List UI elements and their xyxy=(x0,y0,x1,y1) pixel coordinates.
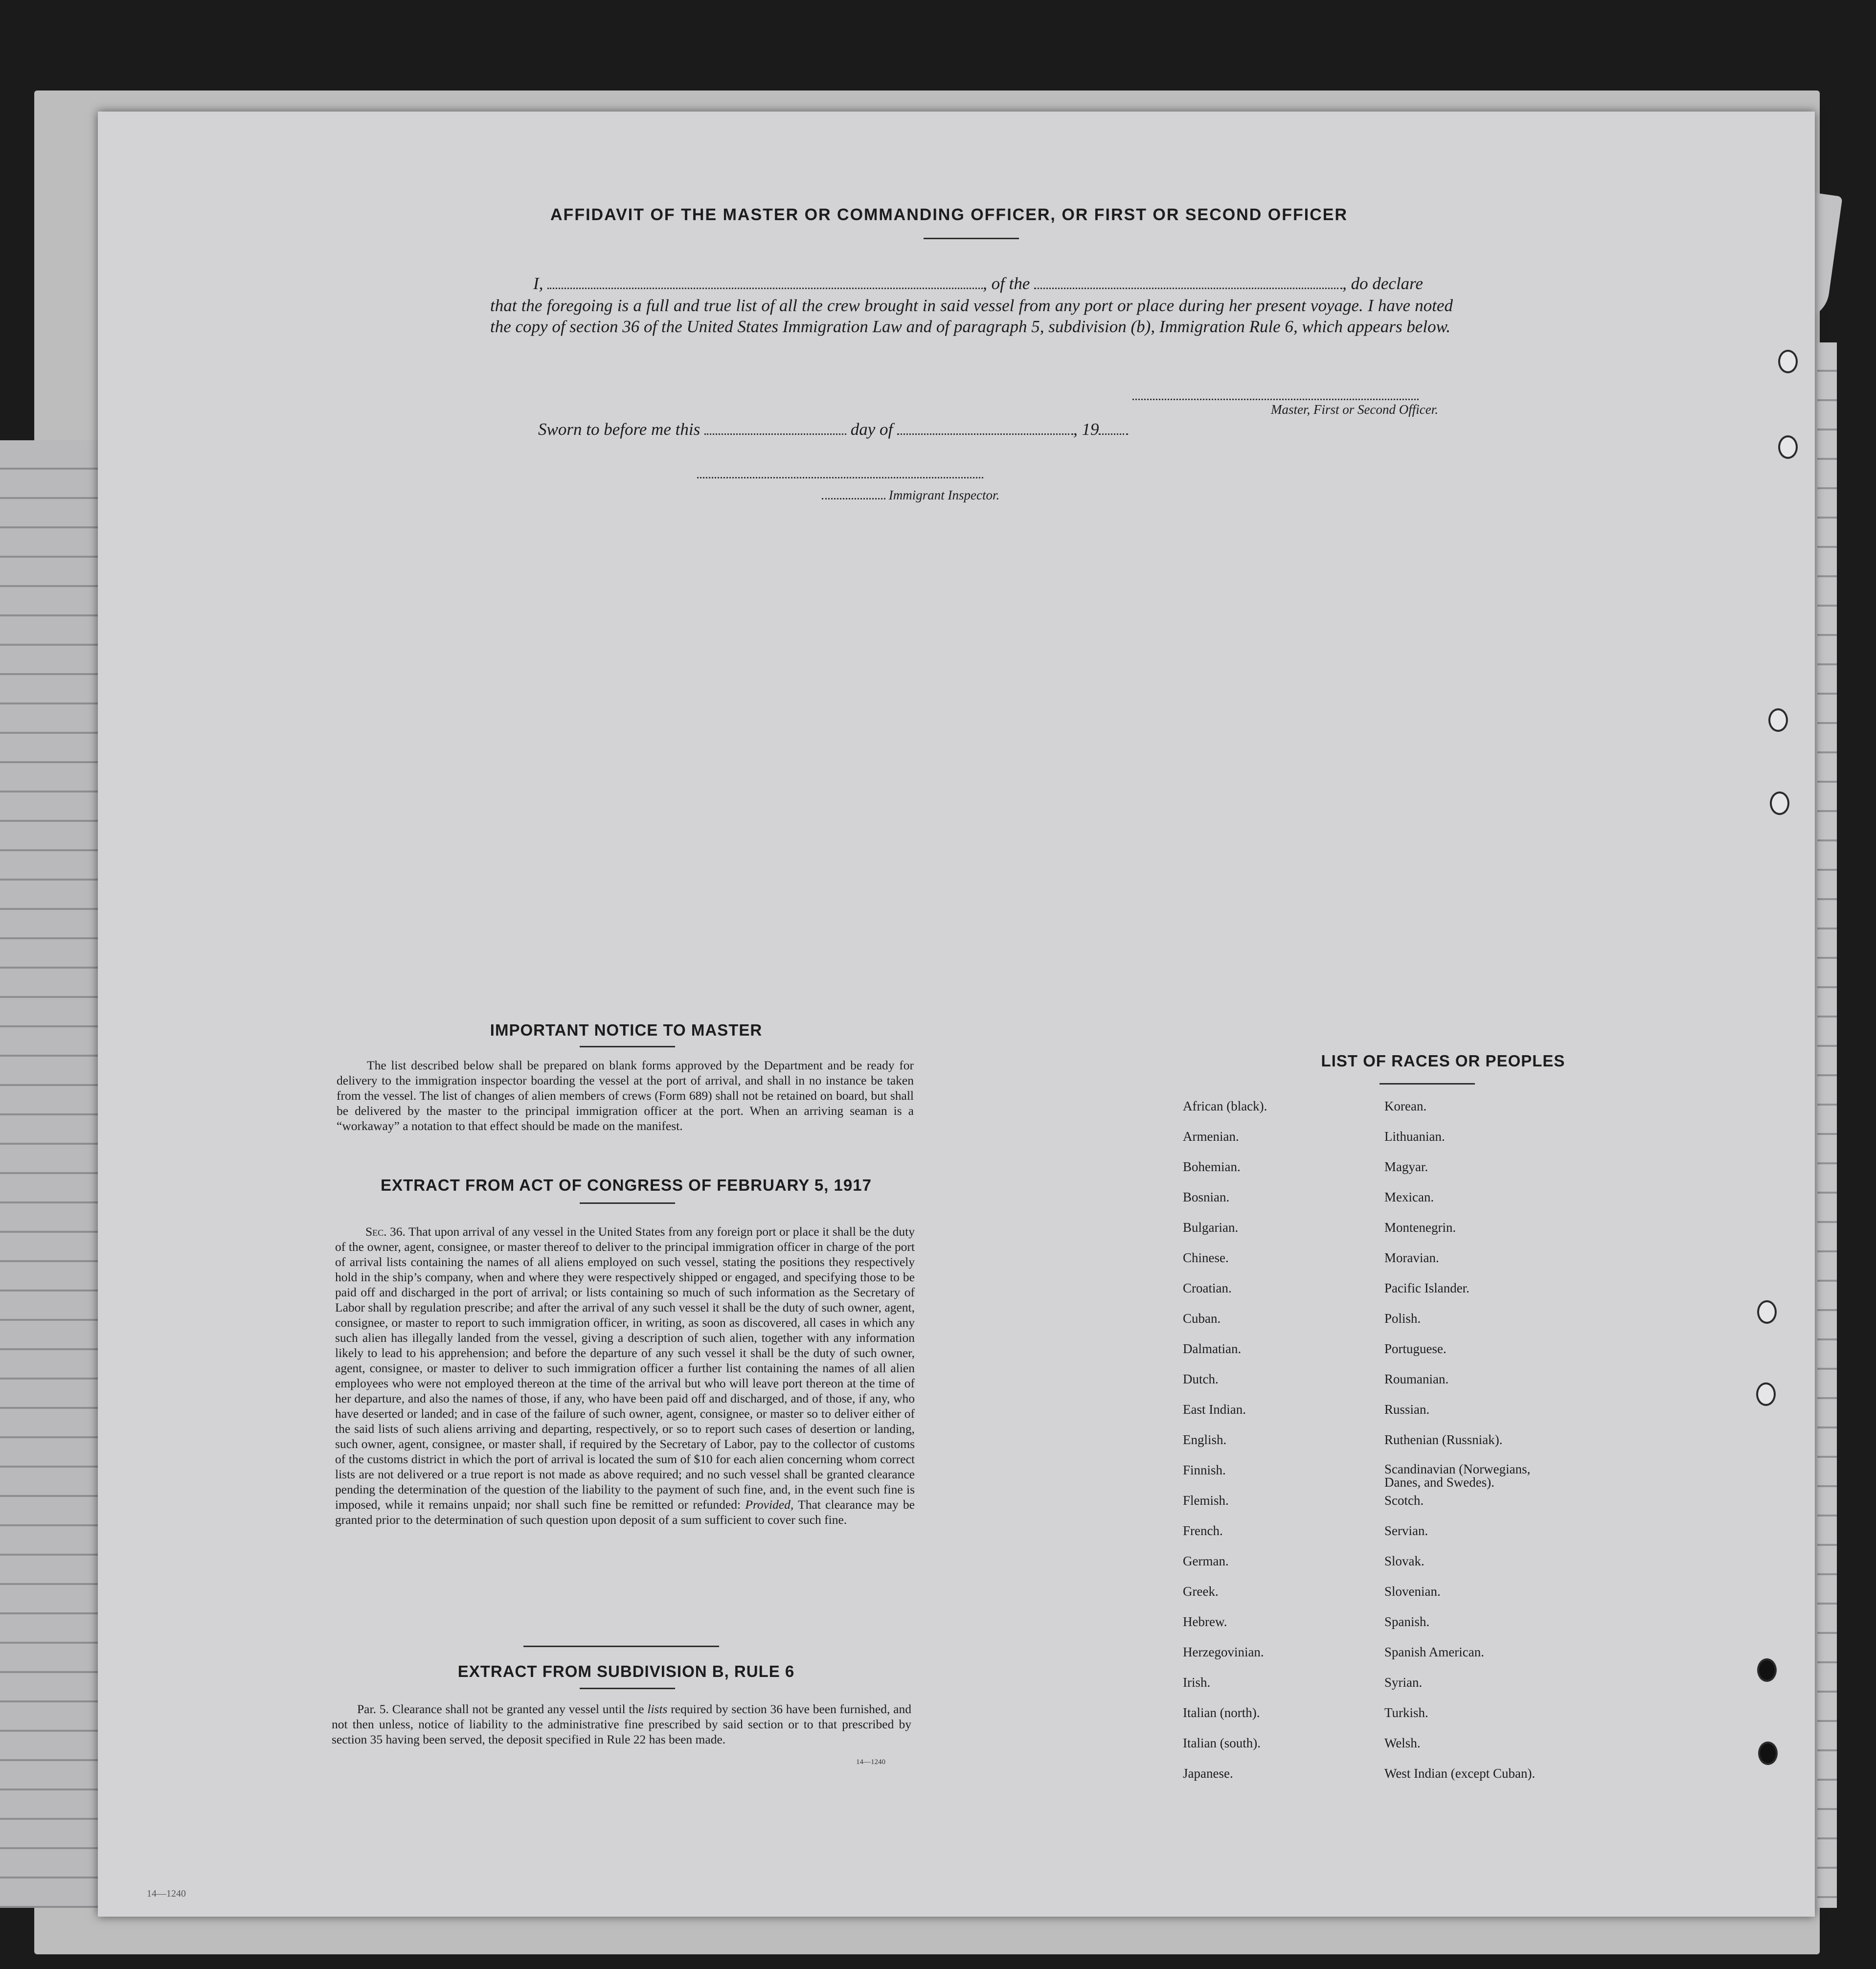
race-entry: English. xyxy=(1183,1432,1227,1447)
race-entry: Japanese. xyxy=(1183,1766,1233,1781)
affidavit-body: that the foregoing is a full and true list of all the crew brought in said vessel from any port or place during her present voyage. I have noted the copy of section 36 of the United States Immigration Law and of paragraph 5, subdivision (b), Immigration Rule 6, which appears below. xyxy=(490,296,1453,336)
race-entry: African (black). xyxy=(1183,1099,1267,1113)
race-entry: East Indian. xyxy=(1183,1402,1246,1417)
race-entry: Armenian. xyxy=(1183,1129,1239,1144)
race-entry: Herzegovinian. xyxy=(1183,1645,1264,1659)
races-title-rule xyxy=(1379,1083,1475,1085)
race-entry: German. xyxy=(1183,1554,1229,1568)
master-signature-label: Master, First or Second Officer. xyxy=(1271,402,1438,417)
race-entry: Lithuanian. xyxy=(1384,1129,1445,1144)
inspector-label-text: Immigrant Inspector. xyxy=(888,488,1000,502)
races-title: LIST OF RACES OR PEOPLES xyxy=(1321,1052,1565,1070)
ruled-page-edge-left xyxy=(0,440,103,1908)
race-entry: Bosnian. xyxy=(1183,1190,1230,1204)
race-entry: Flemish. xyxy=(1183,1493,1229,1508)
rule-extract-title: EXTRACT FROM SUBDIVISION B, RULE 6 xyxy=(457,1662,795,1680)
race-entry: Turkish. xyxy=(1384,1705,1428,1720)
race-entry: Russian. xyxy=(1384,1402,1430,1417)
race-entry: West Indian (except Cuban). xyxy=(1384,1766,1536,1781)
affidavit-declare-label: , do declare xyxy=(1342,274,1424,293)
affidavit-i-label: I, xyxy=(533,274,543,293)
race-entry: Irish. xyxy=(1183,1675,1211,1690)
affidavit-of-the-label: , of the xyxy=(983,274,1030,293)
sworn-year-label: , 19 xyxy=(1073,420,1099,439)
inspector-signature-line[interactable] xyxy=(697,477,983,478)
vessel-name-blank[interactable] xyxy=(1034,287,1342,289)
rule-extract-body xyxy=(332,1701,911,1747)
race-entry: Croatian. xyxy=(1183,1281,1232,1295)
binder-hole-icon xyxy=(1770,792,1789,815)
binder-hole-icon xyxy=(1756,1382,1776,1406)
act-body-part1: That upon arrival of any vessel in the United States from any foreign port or place it shall be the duty of the owner, agent, consignee, or master thereof to deliver to the principal immigration officer in charge of the port of arrival lists containing the names of all aliens employed on such vessel, stating the positions they respectively hold in the ship’s company, when and where they were respectively shipped or engaged, and specifying those to be paid off and discharged in the port of arrival; or lists containing so much of such information as the Secretary of Labor shall by regulation prescribe; and after the arrival of any such vessel it shall be the duty of such owner, agent, consignee, or master to report to such immigration officer, in writing, as soon as discovered, all cases in which any such alien has illegally landed from the vessel, giving a description of such alien, together with any information likely to lead to his apprehension; and before the departure of any such vessel it shall be the duty of such owner, agent, consignee, or master to deliver to such immigration officer a further list containing the names of all alien employees who were not employed thereon at the time of the arrival but who will leave port thereon at the time of her departure, and also the names of those, if any, who have been paid off and discharged, and of those, if any, who have deserted or landed; and in case of the failure of such owner, agent, consignee, or master so to deliver either of the said lists of such aliens arriving and departing, respectively, or so to report such cases of desertion or landing, such owner, agent, consignee, or master shall, if required by the Secretary of Labor, pay to the collector of customs of the customs district in which the port of arrival is located the sum of $10 for each alien concerning whom correct lists are not delivered or a true report is not made as above required; and no such vessel shall be granted clearance pending the determination of the question of the liability to the payment of such fine, and, in the event such fine is imposed, while it remains unpaid; nor shall such fine be remitted or refunded: xyxy=(335,1224,915,1512)
act-extract-title-rule xyxy=(580,1202,675,1204)
section-label: Sec. 36. xyxy=(365,1224,406,1239)
race-entry: Greek. xyxy=(1183,1584,1219,1599)
race-entry: Slovenian. xyxy=(1384,1584,1441,1599)
race-entry: Italian (north). xyxy=(1183,1705,1260,1720)
race-entry: Welsh. xyxy=(1384,1736,1421,1750)
notice-title-rule xyxy=(580,1046,675,1047)
sworn-month-blank[interactable] xyxy=(897,433,1073,435)
race-entry: Montenegrin. xyxy=(1384,1220,1456,1235)
notice-title: IMPORTANT NOTICE TO MASTER xyxy=(490,1021,763,1039)
race-entry: Hebrew. xyxy=(1183,1614,1227,1629)
race-entry: Chinese. xyxy=(1183,1250,1229,1265)
sworn-day-blank[interactable] xyxy=(704,433,846,435)
act-extract-end-rule xyxy=(523,1646,719,1647)
act-extract-body xyxy=(335,1224,915,1527)
provided-word: Provided, xyxy=(745,1497,794,1512)
race-entry: Servian. xyxy=(1384,1523,1428,1538)
inspector-name-blank[interactable] xyxy=(822,498,885,499)
race-entry: Roumanian. xyxy=(1384,1372,1449,1386)
race-entry: Dutch. xyxy=(1183,1372,1219,1386)
sworn-prefix: Sworn to before me this xyxy=(538,420,701,439)
binder-hole-icon xyxy=(1757,1658,1777,1682)
binder-hole-icon xyxy=(1778,350,1798,373)
sworn-day-of-label: day of xyxy=(850,420,893,439)
race-entry: Scotch. xyxy=(1384,1493,1424,1508)
rule-extract-title-rule xyxy=(580,1688,675,1689)
act-extract-title: EXTRACT FROM ACT OF CONGRESS OF FEBRUARY 5, 1917 xyxy=(381,1176,872,1194)
binder-hole-icon xyxy=(1757,1300,1777,1324)
sworn-line xyxy=(538,420,1128,439)
race-entry: Magyar. xyxy=(1384,1159,1428,1174)
race-entry: Slovak. xyxy=(1384,1554,1424,1568)
race-entry: Syrian. xyxy=(1384,1675,1423,1690)
race-entry: Portuguese. xyxy=(1384,1341,1447,1356)
rule-body-part2: required by section 36 have been furnished, and not then unless, notice of liability to the administrative fine prescribed by said section or to that prescribed by section 35 having been served, the deposit specified in Rule 22 has been made. xyxy=(332,1702,911,1746)
binder-hole-icon xyxy=(1768,708,1788,732)
race-entry: Cuban. xyxy=(1183,1311,1221,1326)
races-column-1 xyxy=(1183,1099,1267,1796)
races-column-2 xyxy=(1384,1099,1560,1796)
race-entry: Spanish American. xyxy=(1384,1645,1484,1659)
notice-body: The list described below shall be prepared on blank forms approved by the Department and be ready for delivery to the immigration inspector boarding the vessel at the port of arrival, and shall in no instance be taken from the vessel. The list of changes of alien members of crews (Form 689) shall not be retained on board, but shall be delivered by the master to the principal immigration officer at the port. When an arriving seaman is a “workaway” a notation to that effect should be made on the manifest. xyxy=(337,1058,914,1133)
binder-hole-icon xyxy=(1758,1742,1778,1765)
race-entry: Bohemian. xyxy=(1183,1159,1241,1174)
form-number: 14—1240 xyxy=(856,1758,885,1766)
race-entry: Korean. xyxy=(1384,1099,1427,1113)
affidavit-declaration-line xyxy=(533,274,1453,294)
race-entry: Bulgarian. xyxy=(1183,1220,1239,1235)
corner-form-number: 14—1240 xyxy=(147,1888,186,1899)
master-name-blank[interactable] xyxy=(547,287,983,289)
ruled-page-edge-right xyxy=(1817,342,1837,1908)
race-entry: Polish. xyxy=(1384,1311,1421,1326)
master-signature-line[interactable] xyxy=(1132,399,1419,400)
rule-body-part1: Par. 5. Clearance shall not be granted any vessel until the xyxy=(357,1702,644,1716)
race-entry: Moravian. xyxy=(1384,1250,1439,1265)
act-body-part2: That clearance may be granted prior to the determination of such question upon deposit of a sum sufficient to cover such fine. xyxy=(335,1497,915,1527)
race-entry: Pacific Islander. xyxy=(1384,1281,1469,1295)
race-entry: Scandinavian (Norwegians, Danes, and Swedes). xyxy=(1384,1462,1531,1490)
race-entry: Ruthenian (Russniak). xyxy=(1384,1432,1503,1447)
affidavit-title: AFFIDAVIT OF THE MASTER OR COMMANDING OFFICER, OR FIRST OR SECOND OFFICER xyxy=(550,205,1348,224)
race-entry: Finnish. xyxy=(1183,1463,1226,1477)
race-entry: Italian (south). xyxy=(1183,1736,1261,1750)
race-entry: Dalmatian. xyxy=(1183,1341,1242,1356)
lists-word: lists xyxy=(647,1702,668,1716)
inspector-label xyxy=(822,488,999,503)
race-entry: Mexican. xyxy=(1384,1190,1434,1204)
race-entry: French. xyxy=(1183,1523,1223,1538)
affidavit-title-rule xyxy=(924,238,1019,239)
binder-hole-icon xyxy=(1778,435,1798,459)
race-entry: Spanish. xyxy=(1384,1614,1430,1629)
sworn-year-blank[interactable] xyxy=(1099,433,1128,435)
